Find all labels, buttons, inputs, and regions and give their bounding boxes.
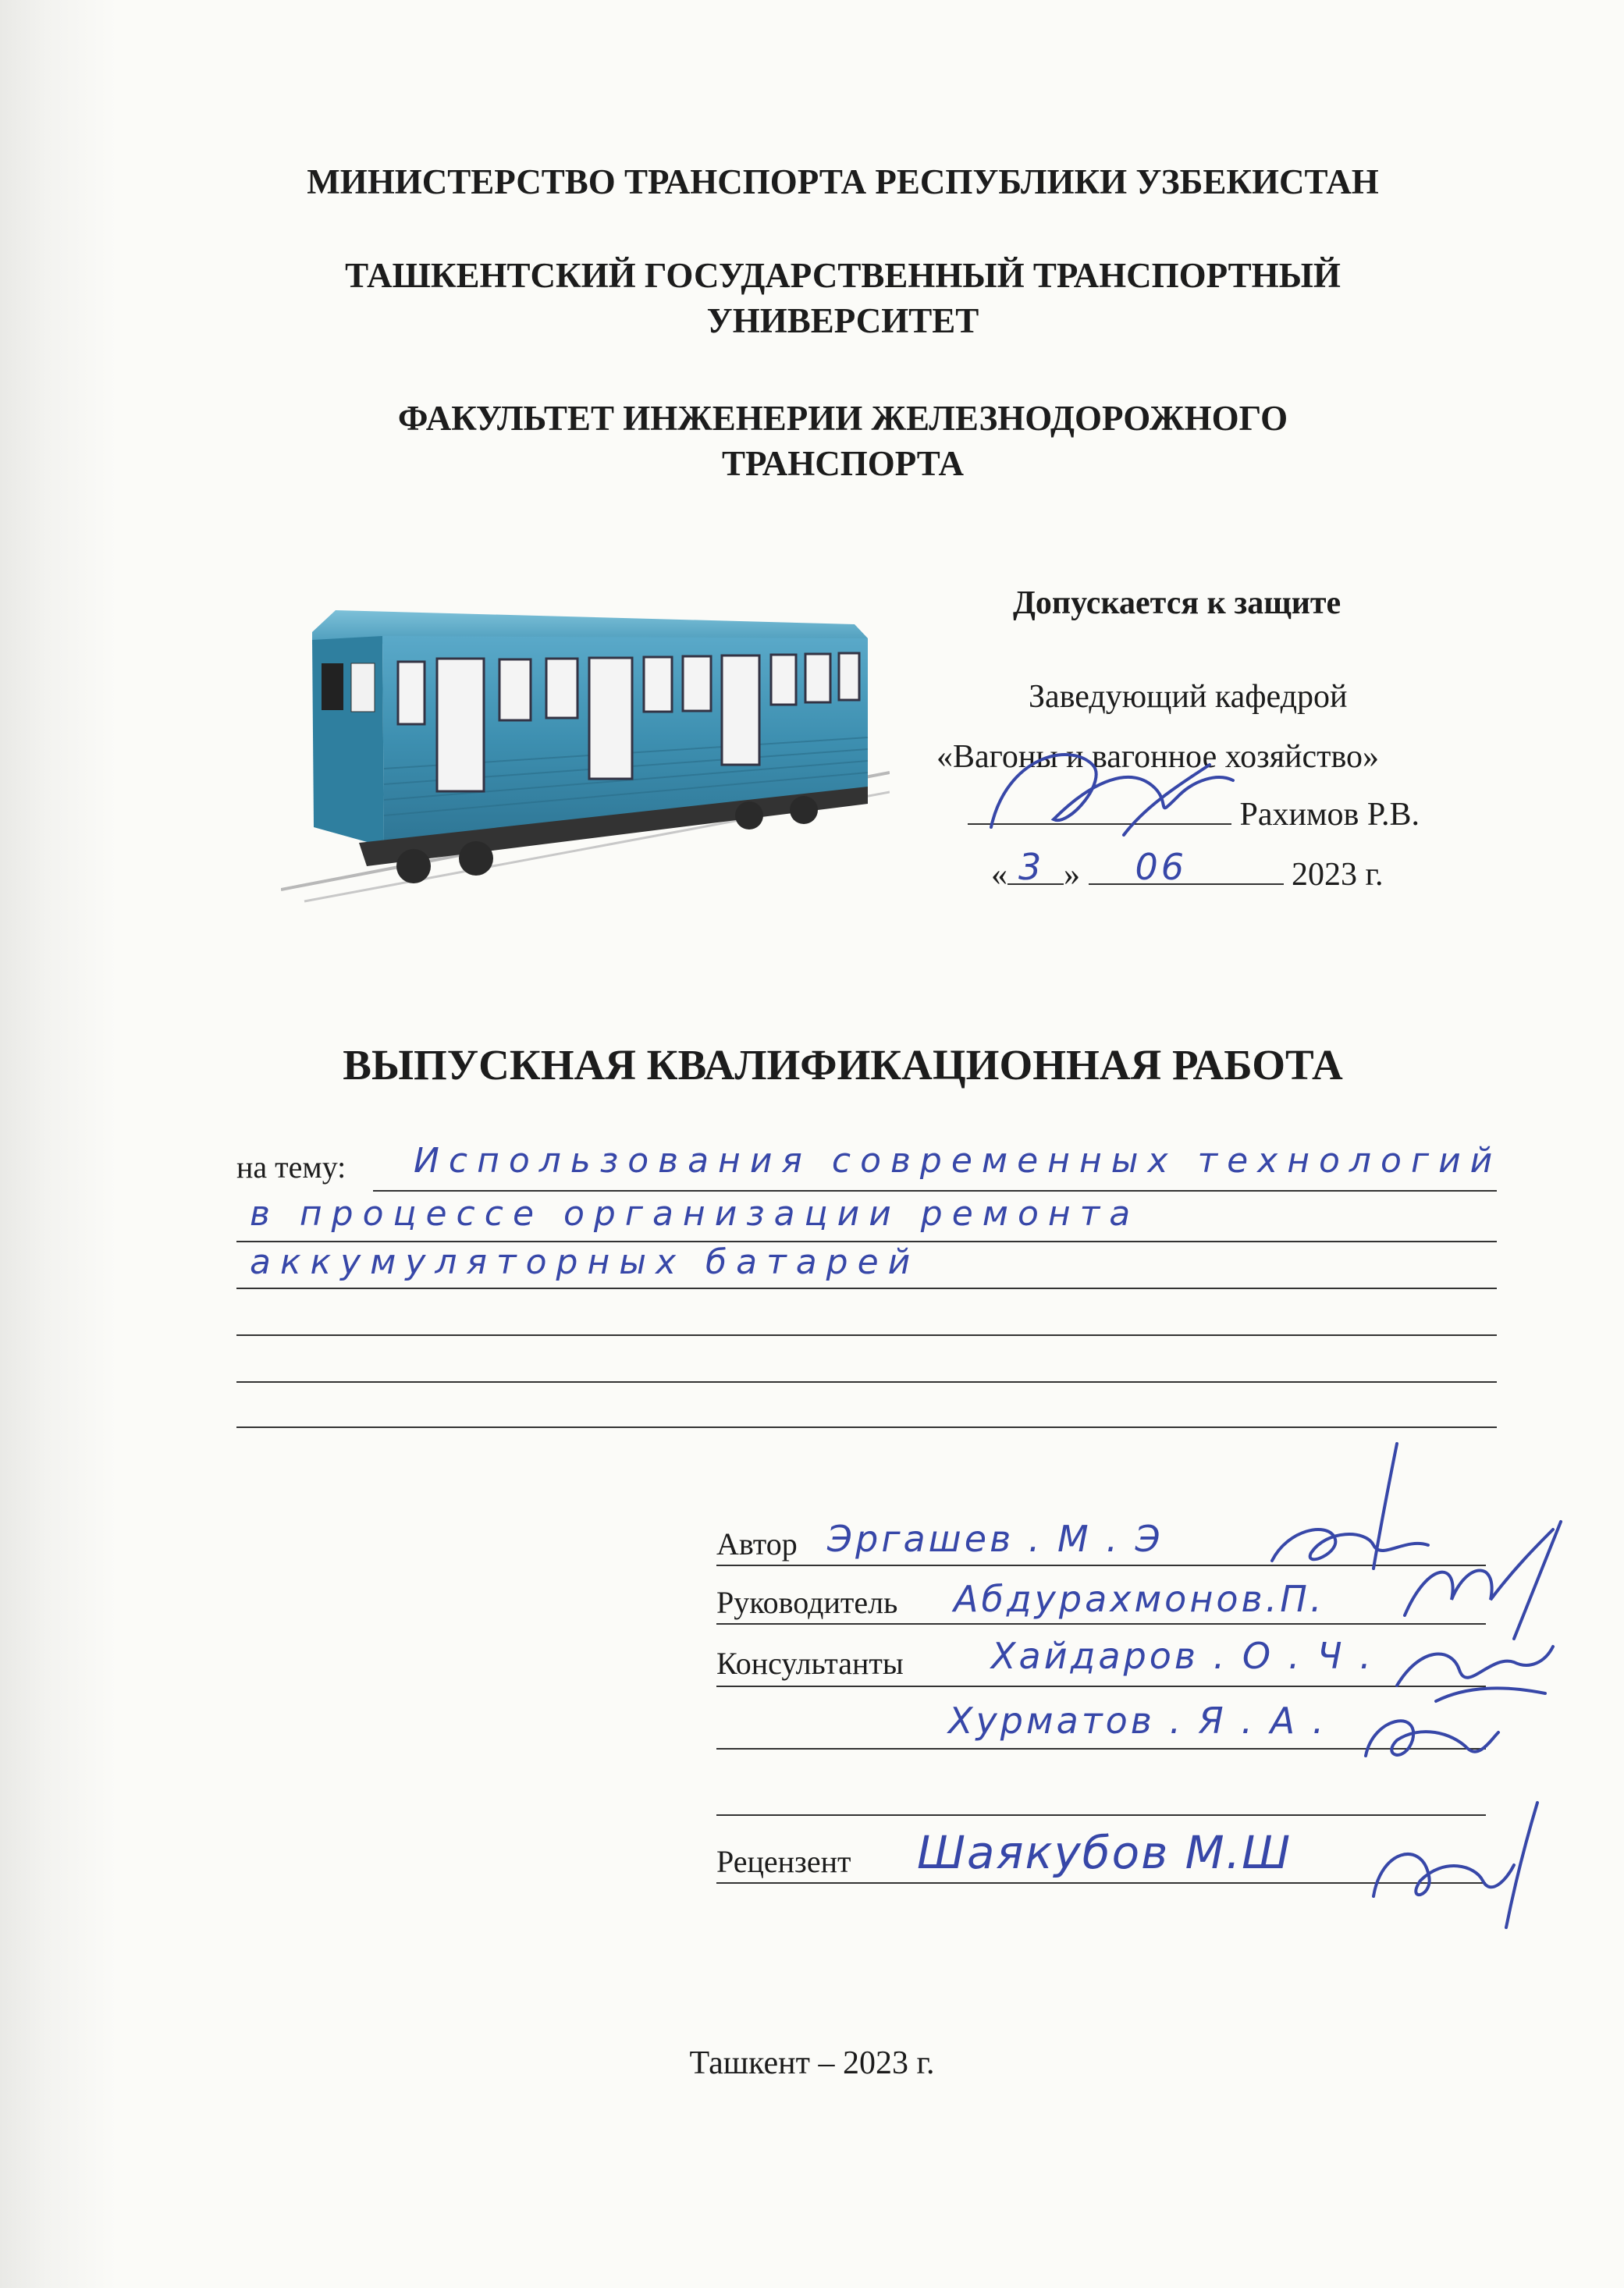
head-name: Рахимов Р.В.: [1239, 797, 1420, 833]
topic-label: на тему:: [236, 1149, 346, 1185]
ministry-heading: МИНИСТЕРСТВО ТРАНСПОРТА РЕСПУБЛИКИ УЗБЕКИСТАН: [307, 162, 1379, 201]
date-month-blank: [1089, 846, 1284, 888]
head-title-label: Заведующий кафедрой: [1029, 679, 1348, 715]
head-signature-image: [975, 734, 1256, 851]
topic-line-3: аккумуляторных батарей: [250, 1242, 920, 1282]
topic-rule-3: [236, 1288, 1497, 1289]
topic-rule-4: [236, 1334, 1497, 1336]
date-day-blank: [1007, 846, 1064, 888]
topic-line-1: Использования современных технологий: [414, 1141, 1502, 1181]
page-edge-shadow: [0, 0, 117, 2288]
work-title: ВЫПУСКНАЯ КВАЛИФИКАЦИОННАЯ РАБОТА: [343, 1041, 1343, 1089]
city-year-footer: Ташкент – 2023 г.: [689, 2045, 935, 2081]
date-month: 06: [1135, 846, 1188, 888]
consultants-label: Консультанты: [716, 1646, 904, 1681]
consultant-2-signature-image: [1350, 1693, 1506, 1787]
supervisor-label: Руководитель: [716, 1585, 898, 1620]
supervisor-rule: [716, 1623, 1486, 1625]
topic-rule-6: [236, 1426, 1497, 1428]
university-heading-line1: ТАШКЕНТСКИЙ ГОСУДАРСТВЕННЫЙ ТРАНСПОРТНЫЙ: [345, 256, 1341, 295]
consultant-1-name: Хайдаров . О . Ч .: [991, 1635, 1374, 1677]
reviewer-name: Шаякубов М.Ш: [917, 1826, 1292, 1879]
topic-rule-5: [236, 1381, 1497, 1383]
topic-rule-1: [373, 1190, 1497, 1192]
author-label: Автор: [716, 1526, 798, 1561]
faculty-heading-line2: ТРАНСПОРТА: [721, 444, 965, 483]
faculty-heading-line1: ФАКУЛЬТЕТ ИНЖЕНЕРИИ ЖЕЛЕЗНОДОРОЖНОГО: [397, 399, 1288, 438]
consultants-rule: [716, 1686, 1486, 1687]
university-heading-line2: УНИВЕРСИТЕТ: [706, 301, 979, 340]
date-year: 2023 г.: [1292, 857, 1384, 893]
reviewer-label: Рецензент: [716, 1844, 851, 1879]
metro-car-illustration: [281, 577, 890, 905]
approval-date-line: [991, 846, 1384, 894]
consultant-2-name: Хурматов . Я . А .: [948, 1700, 1327, 1742]
author-name: Эргашев . М . Э: [827, 1518, 1164, 1560]
supervisor-name: Абдурахмонов.П.: [954, 1578, 1325, 1620]
department-label: «Вагоны и вагонное хозяйство»: [936, 739, 1380, 775]
reviewer-signature-image: [1358, 1795, 1545, 1943]
date-close-quote: »: [1064, 857, 1080, 893]
admitted-label: Допускается к защите: [1013, 585, 1341, 621]
topic-line-2: в процессе организации ремонта: [250, 1194, 1140, 1234]
date-day: 3: [1018, 846, 1045, 888]
date-open-quote: «: [991, 857, 1007, 893]
